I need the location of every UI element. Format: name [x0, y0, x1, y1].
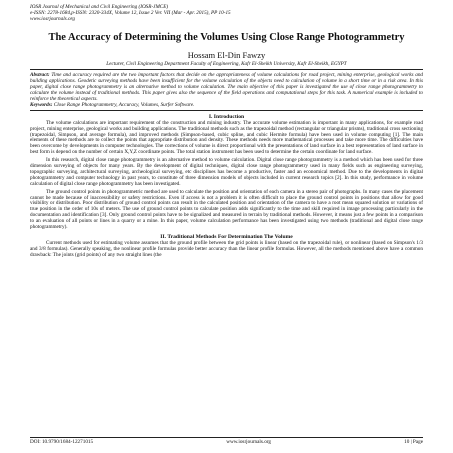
footer-doi: DOI: 10.9790/1684-12271015: [30, 439, 94, 445]
keywords-text: Close Range Photogrammetry, Accuracy, Volumes, Surfer Software.: [53, 101, 195, 108]
footer-website[interactable]: www.iosrjournals.org: [226, 439, 272, 445]
abstract-text: Time and accuracy required are the two important factors that decide on the appropriateness of volume calculations for road project, mining enterprise, geological works and building applications. Geodetic surveying methods have been insufficient for the volume calculation of the objects need to calculation of volume in a short time or in a risk area. In this paper, digital close range photogrammetry is an alternative method to volume calculation. The main objective of this paper is investigated the use of close range photogrammetry to calculate the volume instead of traditional methods. This paper gives also the sequence of the field operations and computational steps for this task. A numerical example is included to reinforce the theoretical aspects.: [30, 71, 424, 102]
journal-name: IOSR Journal of Mechanical and Civil Engineering (IOSR-JMCE): [30, 4, 169, 10]
keywords: [30, 102, 423, 108]
journal-issn: e-ISSN: 2278-1684,p-ISSN: 2320-334X, Volume 12, Issue 2 Ver. VII (Mar - Apr. 2015), PP 10-15: [30, 10, 231, 16]
author-name: Hossam El-Din Fawzy: [187, 49, 266, 60]
divider-top: [30, 69, 423, 70]
abstract: [30, 72, 423, 102]
paragraph: The ground control points in photogrammetric method are used to calculate the position and orientation of each camera in a stereo pair of photographs. In many cases the placement cannot be made because of inaccessibility or safety restrictions. Even if access is not a problem it is often difficult to place the ground control points in positions that allow for good visibility or distribution. Poor distribution of ground control points can result in the calculated position and orientation of the camera to have a root mean squared solution or variations of true position in the order of 10s of meters. The use of ground control points to calculate position adds significantly to the time and skill required in image processing particularly in the documentation and identification [3]. Only ground control points have to be signalized and measured in terrain by traditional methods. However, it means just a few points in a comparison to an evaluation of all points or lines in a quarry or a mine. In this paper, volume calculation performance has been investigated using two methods (traditional and digital close range photogrammetry).: [30, 188, 423, 231]
paragraph: Current methods used for estimating volume assumes that the ground profile between the grid points is linear (based on the trapezoidal rule), or nonlinear (based on Simpson's 1/3 and 3/8 formulas). Generally speaking, the nonlinear profile formulas provide better accuracy than the linear profile formulas. However, all the methods mentioned above have a common drawback: The joints (grid points) of any two straight lines (the: [30, 240, 423, 258]
section-title: II. Traditional Methods For Determination The Volume: [160, 234, 293, 241]
abstract-label: Abstract:: [30, 71, 50, 78]
section-introduction: [30, 114, 423, 231]
paragraph: The volume calculations are important requirement of the construction and mining industry. The accurate volume estimation is important in many applications, for example road project, mining enterprise, geological works and building applications. The traditional methods such as the trapezoidal method (rectangular or triangular prisms), traditional cross sectioning (trapezoidal, Simpson, and average formula), and improved methods (Simpson-based, cubic spline, and cubic Hermite formula) have been used in volume computing [1]. The main elements of these methods are to collect the points that appropriate distribution and density. These methods needs more mathematical processes and take more time. The difficulties have been overcome by developments in computer technologies. The corrections of volume is direct proportional with the presentations of land surface in a best representation of land surface in best form is depend on the number of certain X,Y,Z coordinate points. The total station instrument has been used to determine the certain coordinate for land surface.: [30, 119, 423, 156]
journal-website[interactable]: www.iosrjournals.org: [30, 16, 75, 22]
section-traditional-methods: [30, 234, 423, 259]
divider-bottom: [30, 110, 423, 111]
author-affiliation: Lecturer, Civil Engineering Department Faculty of Engineering, Kafr El-Sheikh University, Kafr El-Sheikh, EGYPT: [106, 60, 347, 67]
paragraph: In this research, digital close range photogrammetry is an alternative method to volume calculation. Digital close range photogrammetry is a method which has been used for three dimension surveying of objects for many years. By the development of digital techniques, digital close range photogrammetry used in many fields such as engineering surveying, topographic surveying, architectural surveying, archeological surveying, etc disciplines has become a productive, faster and an economical method. Due to the developments in digital photogrammetry and computer technology in past years, to constitute of three dimension models of objects included in current research topics [2]. In this study, performance in volume calculation of digital close range photogrammetry has been investigated.: [30, 157, 423, 187]
page-footer: [30, 437, 423, 445]
footer-page-number: 10 | Page: [404, 439, 423, 445]
paper-title: The Accuracy of Determining the Volumes Using Close Range Photogrammetry: [48, 32, 405, 43]
journal-header: [30, 4, 423, 22]
keywords-label: Keywords:: [30, 101, 53, 108]
section-title: I. Introduction: [208, 113, 245, 120]
